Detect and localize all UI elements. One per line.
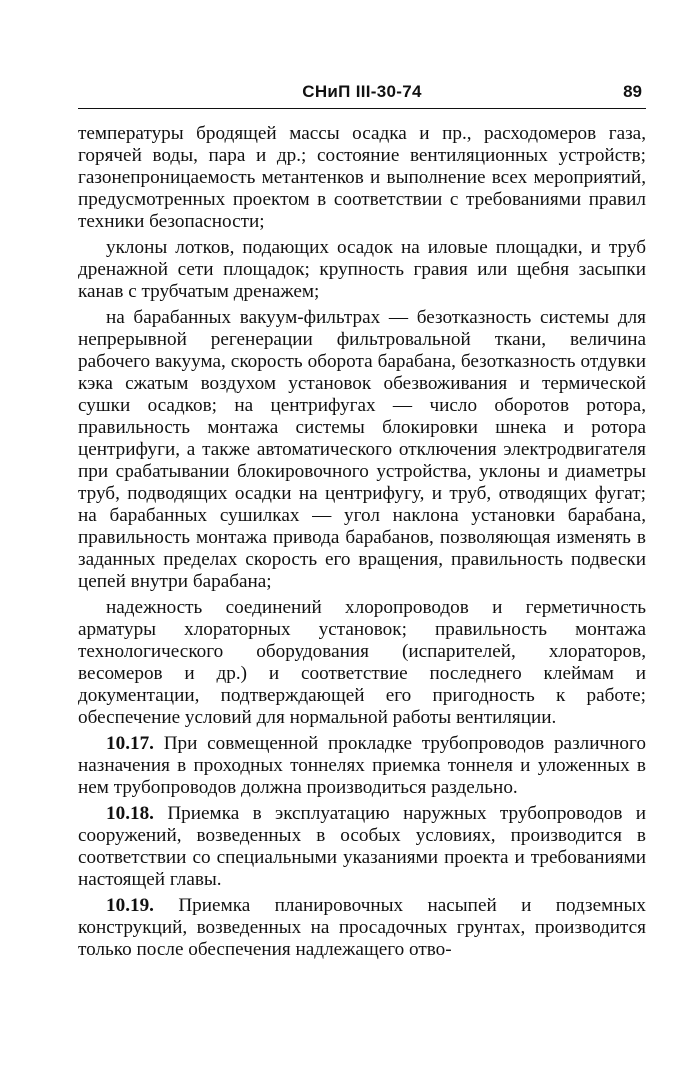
clause-10-19 <box>78 895 646 961</box>
paragraph-text: на барабанных вакуум-фильтрах — безотказность системы для непрерывной регенерации фильтровальной ткани, величина рабочего вакуума, скорость оборота барабана, безотказность отдувки кэка сжатым воздухом установок обезвоживания и термической сушки осадков; на центрифугах — число оборотов ротора, правильность монтажа системы блокировки шнека и ротора центрифуги, а также автоматического отключения электродвигателя при срабатывании блокировочного устройства, уклоны и диаметры труб, подводящих осадки на центрифугу, и труб, отводящих фугат; на барабанных сушилках — угол наклона установки барабана, правильность монтажа привода барабанов, позволяющая изменять в заданных пределах скорость его вращения, правильность подвески цепей внутри барабана; <box>78 307 646 592</box>
clause-number: 10.19. <box>106 895 154 916</box>
document-body <box>78 123 646 961</box>
paragraph-text: надежность соединений хлоропроводов и герметичность арматуры хлораторных установок; правильность монтажа технологического оборудования (испарителей, хлораторов, весомеров и др.) и соответствие последнего клеймам и документации, подтверждающей его пригодность к работе; обеспечение условий для нормальной работы вентиляции. <box>78 597 646 728</box>
clause-10-18 <box>78 803 646 891</box>
clause-number: 10.17. <box>106 733 154 754</box>
page-number: 89 <box>623 82 642 101</box>
paragraph <box>78 123 646 233</box>
paragraph-text: уклоны лотков, подающих осадок на иловые площадки, и труб дренажной сети площадок; крупность гравия или щебня засыпки канав с трубчатым дренажем; <box>78 237 646 302</box>
document-page <box>78 80 646 965</box>
paragraph <box>78 597 646 729</box>
clause-number: 10.18. <box>106 803 154 824</box>
page-header <box>78 80 646 109</box>
paragraph-text: температуры бродящей массы осадка и пр., расходомеров газа, горячей воды, пара и др.; состояние вентиляционных устройств; газонепроницаемость метантенков и выполнение всех мероприятий, предусмотренных проектом в соответствии с требованиями правил техники безопасности; <box>78 123 646 232</box>
paragraph <box>78 307 646 593</box>
clause-text: Приемка в эксплуатацию наружных трубопроводов и сооружений, возведенных в особых условиях, производится в соответствии со специальными указаниями проекта и требованиями настоящей главы. <box>78 803 646 890</box>
clause-text: При совмещенной прокладке трубопроводов различного назначения в проходных тоннелях приемка тоннеля и уложенных в нем трубопроводов должна производиться раздельно. <box>78 733 646 798</box>
page-header-title: СНиП III-30-74 <box>302 82 422 101</box>
paragraph <box>78 237 646 303</box>
clause-text: Приемка планировочных насыпей и подземных конструкций, возведенных на просадочных грунтах, производится только после обеспечения надлежащего отво- <box>78 895 647 960</box>
clause-10-17 <box>78 733 646 799</box>
